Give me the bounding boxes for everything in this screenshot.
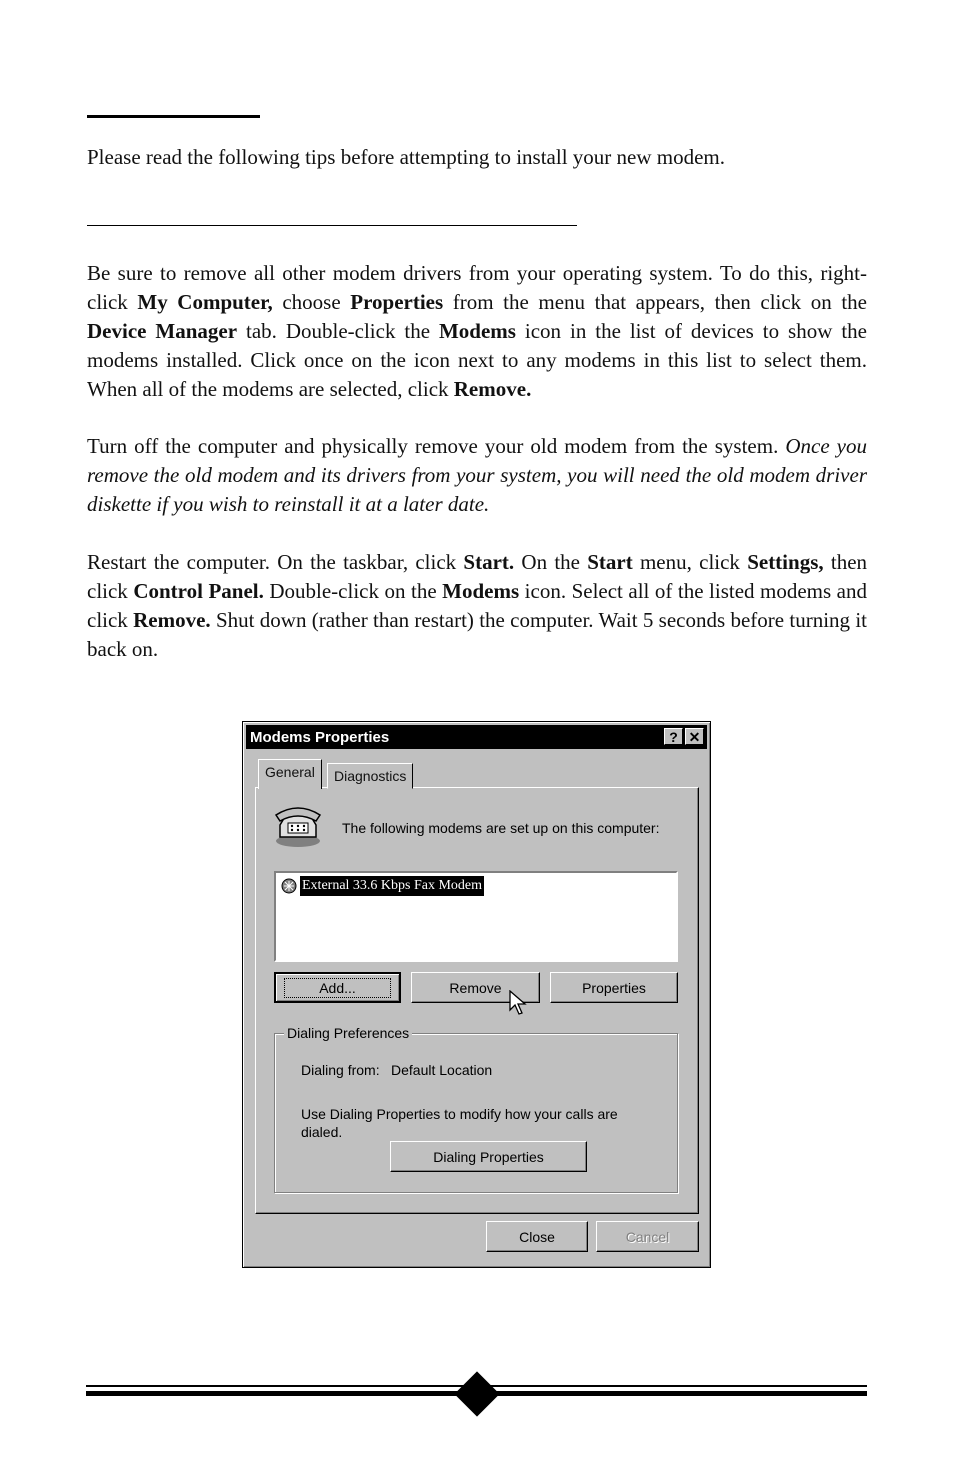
dialing-properties-button[interactable]: Dialing Properties — [390, 1141, 587, 1172]
intro-text: Please read the following tips before attempting to install your new modem. — [87, 145, 726, 169]
modem-name: External 33.6 Kbps Fax Modem — [300, 876, 484, 896]
modem-list[interactable] — [274, 871, 678, 962]
cancel-button[interactable]: Cancel — [596, 1221, 699, 1252]
modem-icon — [280, 877, 298, 895]
list-item[interactable] — [280, 876, 484, 896]
tip-remove-old-modem: Turn off the computer and physically remove your old modem from the system. Once you remove the old modem and its drivers from your system, you will need the old modem driver diskette if you wish to reinstall it at a later date. — [87, 434, 867, 516]
tip-restart: Restart the computer. On the taskbar, click Start. On the Start menu, click Settings, then click Control Panel. Double-click on the Modems icon. Select all of the listed modems and click Remove. Shut down (rather than restart) the computer. Wait 5 seconds before turning it back on. — [87, 550, 868, 661]
dialing-preferences-title: Dialing Preferences — [284, 1025, 412, 1041]
mouse-cursor-icon — [509, 990, 527, 1016]
dialing-from-value: Default Location — [391, 1062, 493, 1078]
modems-info-text: The following modems are set up on this computer: — [342, 820, 660, 836]
tab-general[interactable]: General — [258, 759, 322, 789]
dialing-from-label: Dialing from: — [301, 1062, 380, 1078]
properties-button[interactable]: Properties — [550, 972, 678, 1003]
footer-diamond — [454, 1371, 499, 1416]
tab-diagnostics[interactable]: Diagnostics — [327, 763, 413, 789]
close-icon[interactable]: ✕ — [685, 728, 704, 745]
subheading-rule — [87, 225, 577, 226]
dialing-hint: Use Dialing Properties to modify how your calls are dialed. — [301, 1106, 618, 1140]
close-button[interactable]: Close — [486, 1221, 588, 1252]
remove-button[interactable]: Remove — [411, 972, 540, 1003]
phone-icon — [272, 803, 322, 849]
help-button[interactable]: ? — [664, 728, 683, 745]
title-bar — [246, 725, 707, 749]
add-button[interactable]: Add... — [274, 972, 401, 1003]
tip-remove-drivers: Be sure to remove all other modem drivers from your operating system. To do this, right-click My Computer, choose Properties from the menu that appears, then click on the Device Manager tab. Double-click the Modems icon in the list of devices to show the modems installed. Click once on the icon next to any modems in this list to select them. When all of the modems are selected, click Remove. — [87, 261, 867, 401]
dialog-title: Modems Properties — [250, 729, 390, 746]
heading-rule — [87, 115, 260, 118]
